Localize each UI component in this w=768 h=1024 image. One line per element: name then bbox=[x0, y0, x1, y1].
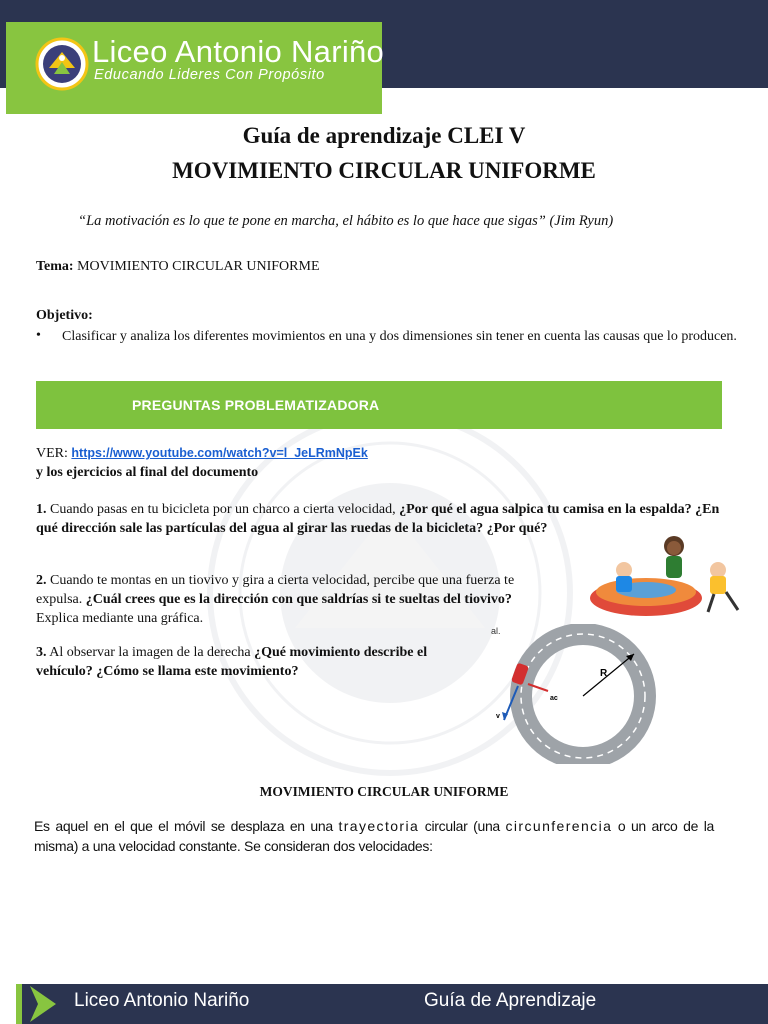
merry-go-round-illustration bbox=[584, 532, 742, 620]
school-slogan: Educando Lideres Con Propósito bbox=[94, 67, 325, 83]
paragraph-text: Es aquel en el que el móvil se desplaza en una bbox=[34, 818, 339, 834]
tema-value: MOVIMIENTO CIRCULAR UNIFORME bbox=[77, 259, 320, 274]
question-number: 1. bbox=[36, 502, 47, 517]
ver-line bbox=[36, 446, 368, 462]
ver-exercises-note: y los ejercicios al final del documento bbox=[36, 465, 259, 480]
paragraph-term-circunferencia: circunferencia bbox=[505, 818, 613, 834]
footer-school-name: Liceo Antonio Nariño bbox=[74, 990, 250, 1011]
school-name: Liceo Antonio Nariño bbox=[92, 34, 385, 69]
page-title: Guía de aprendizaje CLEI V bbox=[242, 123, 526, 148]
definition-paragraph bbox=[34, 816, 714, 856]
ver-label: VER: bbox=[36, 446, 72, 461]
school-emblem-icon bbox=[34, 36, 90, 92]
footer-green-stripe bbox=[16, 984, 22, 1024]
bullet-marker: • bbox=[36, 328, 41, 343]
objetivo-text: Clasificar y analiza los diferentes movimientos en una y dos dimensiones sin tener en cuenta las causas que lo producen. bbox=[62, 329, 737, 344]
objetivo-label: Objetivo: bbox=[36, 308, 93, 323]
footer-left-edge bbox=[0, 984, 16, 1024]
question-bold-text: ¿Qué movimiento describe el vehículo? ¿Cómo se llama este movimiento? bbox=[36, 645, 428, 679]
figure-caption-fragment: al. bbox=[491, 626, 501, 636]
motivational-quote: “La motivación es lo que te pone en marcha, el hábito es lo que hace que sigas” (Jim Ryun) bbox=[78, 213, 614, 229]
question-number: 3. bbox=[36, 645, 47, 660]
question-3 bbox=[36, 643, 476, 681]
youtube-link[interactable]: https://www.youtube.com/watch?v=l_JeLRmNpEk bbox=[71, 446, 368, 460]
tema-label: Tema: bbox=[36, 259, 74, 274]
page-subtitle: MOVIMIENTO CIRCULAR UNIFORME bbox=[172, 158, 596, 183]
question-text: Cuando pasas en tu bicicleta por un charco a cierta velocidad, bbox=[46, 502, 400, 517]
section-heading: MOVIMIENTO CIRCULAR UNIFORME bbox=[259, 784, 509, 799]
question-text: Al observar la imagen de la derecha bbox=[46, 645, 255, 660]
question-bold-text: ¿Cuál crees que es la dirección con que saldrías si te sueltas del tiovivo? bbox=[85, 592, 512, 607]
acceleration-label: ac bbox=[550, 695, 558, 702]
chevron-right-icon bbox=[24, 984, 62, 1024]
circular-track-diagram bbox=[488, 624, 663, 764]
paragraph-text: o un arco de la misma) a una velocidad constante. Se consideran dos velocidades: bbox=[34, 818, 714, 854]
paragraph-text: circular (una bbox=[419, 818, 506, 834]
question-text: Cuando te montas en un tiovivo y gira a cierta velocidad, percibe que una fuerza te expulsa. bbox=[36, 573, 515, 607]
question-bold-text: ¿Por qué el agua salpica tu camisa en la espalda? ¿En qué dirección sale las partículas del agua al girar las ruedas de la bicicleta? ¿Por qué? bbox=[36, 502, 720, 536]
question-tail: Explica mediante una gráfica. bbox=[36, 611, 204, 626]
paragraph-term-trayectoria: trayectoria bbox=[338, 818, 420, 834]
velocity-label: v bbox=[496, 713, 500, 720]
tema-line bbox=[36, 259, 320, 275]
question-number: 2. bbox=[36, 573, 47, 588]
section-banner-label: PREGUNTAS PROBLEMATIZADORA bbox=[132, 397, 380, 413]
question-2 bbox=[36, 571, 516, 628]
radius-label: R bbox=[600, 668, 608, 679]
footer-guide-label: Guía de Aprendizaje bbox=[424, 990, 597, 1011]
